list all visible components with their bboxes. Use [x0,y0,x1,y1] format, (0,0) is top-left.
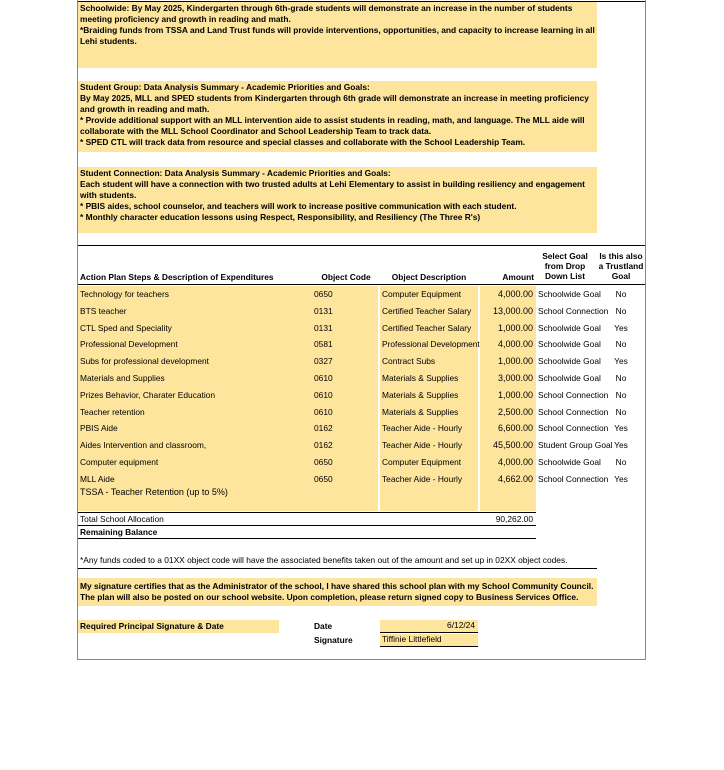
row-goal-select[interactable]: School Connection [538,473,609,484]
row-amount: 3,000.00 [480,370,536,387]
row-amount: 2,500.00 [480,404,536,421]
table-row [0,353,724,370]
table-row [0,454,724,471]
funds-note: *Any funds coded to a 01XX object code will have the associated benefits taken out of the amount and set up in 02XX object codes. [80,555,568,565]
row-object-description: Materials & Supplies [380,387,478,404]
student-group-goal: By May 2025, MLL and SPED students from Kindergarten through 6th grade will demonstrate an increase in meeting proficiency and growth in reading and math. [80,93,589,114]
row-amount: 1,000.00 [480,320,536,337]
row-goal-select[interactable]: Schoolwide Goal [538,289,601,299]
funds-note-underline [78,568,597,569]
total-label: Total School Allocation [80,514,164,524]
row-object-code: 0162 [314,440,333,451]
date-label: Date [314,621,333,631]
row-object-code: 0610 [314,373,333,383]
row-goal-select[interactable]: Schoolwide Goal [538,322,601,333]
signature-value[interactable]: Tiffinie Littlefield [380,634,478,647]
certification-line-2: The plan will also be posted on our school website. Upon completion, please return signed copy to Business Services Office. [80,592,579,602]
row-object-description: Certified Teacher Salary [380,320,478,337]
row-object-description: Contract Subs [380,353,478,370]
tssa-objdesc-cell [380,487,478,511]
row-description: Prizes Behavior, Charater Education [78,387,378,404]
row-trustland: No [615,339,627,350]
remaining-bottom-border [78,538,536,539]
row-description: Professional Development [78,336,378,353]
header-underline [78,284,645,285]
top-border [78,1,645,2]
signature-field-label: Signature [314,635,353,645]
table-row [0,336,724,353]
row-goal-select[interactable]: School Connection [538,406,609,417]
row-object-description: Materials & Supplies [380,404,478,421]
row-amount: 4,662.00 [480,471,536,488]
student-connection-block [78,167,597,233]
table-row [0,420,724,437]
row-description: BTS teacher [78,303,378,320]
total-value: 90,262.00 [495,514,533,524]
table-row [0,387,724,404]
row-trustland: Yes [614,440,628,451]
date-value[interactable]: 6/12/24 [380,620,478,633]
row-goal-select[interactable]: Schoolwide Goal [538,373,601,383]
remaining-balance-label: Remaining Balance [80,527,158,537]
row-amount: 1,000.00 [480,353,536,370]
row-object-code: 0131 [314,322,333,333]
row-goal-select[interactable]: Schoolwide Goal [538,339,601,350]
row-goal-select[interactable]: Schoolwide Goal [538,457,601,467]
row-trustland: Yes [614,423,628,434]
row-object-description: Certified Teacher Salary [380,303,478,320]
row-goal-select[interactable]: School Connection [538,389,609,400]
row-amount: 4,000.00 [480,454,536,471]
table-row [0,320,724,337]
student-group-block [78,81,597,152]
table-row [0,370,724,387]
row-description: Materials and Supplies [78,370,378,387]
row-amount: 1,000.00 [480,387,536,404]
student-group-mll-aide: * Provide additional support with an MLL intervention aide to assist students in reading, math, and language. The MLL aide will collaborate with the MLL School Coordinator and School Leadership Team to track data. [80,115,585,136]
row-amount: 45,500.00 [480,437,536,454]
row-description: Subs for professional development [78,353,378,370]
row-amount: 4,000.00 [480,286,536,303]
row-description: Teacher retention [78,404,378,421]
row-object-code: 0581 [314,339,333,350]
certification-line-1: My signature certifies that as the Administrator of the school, I have shared this school plan with my School Community Council. [80,581,594,591]
row-trustland: No [615,389,627,400]
row-description: PBIS Aide [78,420,378,437]
student-connection-goal: Each student will have a connection with two trusted adults at Lehi Elementary to assist in building resiliency and engagement with students. [80,179,585,200]
row-object-code: 0650 [314,473,333,484]
tssa-row [0,487,724,511]
tssa-label: TSSA - Teacher Retention (up to 5%) [78,487,378,511]
row-object-code: 0131 [314,305,333,316]
row-description: Aides Intervention and classroom, [78,437,378,454]
student-connection-pbis: * PBIS aides, school counselor, and teachers will work to increase positive communication with each student. [80,201,517,211]
header-object-code: Object Code [321,272,371,282]
row-trustland: No [615,289,627,299]
schoolwide-goal-text: Schoolwide: By May 2025, Kindergarten through 6th-grade students will demonstrate an increase in the number of students meeting proficiency and growth in reading and math. [80,3,573,24]
row-amount: 6,600.00 [480,420,536,437]
row-object-code: 0327 [314,356,333,367]
student-connection-monthly: * Monthly character education lessons using Respect, Responsibility, and Resiliency (The Three R's) [80,212,481,222]
header-select-goal: Select Goal from Drop Down List [542,251,588,281]
row-object-code: 0610 [314,389,333,400]
row-object-description: Teacher Aide - Hourly [380,437,478,454]
row-object-description: Materials & Supplies [380,370,478,387]
table-row [0,404,724,421]
student-group-title: Student Group: Data Analysis Summary - Academic Priorities and Goals: [80,82,370,92]
row-trustland: No [615,373,627,383]
row-trustland: No [615,406,627,417]
row-trustland: Yes [614,322,628,333]
header-amount: Amount [502,272,534,282]
total-bottom-border [78,525,536,526]
row-object-description: Professional Development [380,336,478,353]
certification-block [78,578,597,606]
row-goal-select[interactable]: Student Group Goal [538,440,613,451]
row-goal-select[interactable]: Schoolwide Goal [538,356,601,367]
row-object-description: Computer Equipment [380,454,478,471]
row-object-code: 0650 [314,457,333,467]
table-row [0,303,724,320]
row-object-code: 0650 [314,289,333,299]
row-trustland: No [615,305,627,316]
row-goal-select[interactable]: School Connection [538,423,609,434]
table-row [0,437,724,454]
row-description: Computer equipment [78,454,378,471]
row-object-description: Teacher Aide - Hourly [380,420,478,437]
total-top-border [78,512,536,513]
row-description: CTL Sped and Speciality [78,320,378,337]
header-description: Action Plan Steps & Description of Expenditures [80,272,274,282]
header-trustland-goal: Is this also a Trustland Goal [598,251,644,281]
row-trustland: Yes [614,356,628,367]
signature-label: Required Principal Signature & Date [78,620,279,633]
table-row [0,286,724,303]
table-top-border [78,245,645,246]
row-object-description: Computer Equipment [380,286,478,303]
schoolwide-braiding-text: *Braiding funds from TSSA and Land Trust funds will provide interventions, opportunities, and capacity to increase learning in all Lehi students. [80,25,595,46]
row-object-description: Teacher Aide - Hourly [380,471,478,488]
row-goal-select[interactable]: School Connection [538,305,609,316]
tssa-amount-cell [480,487,536,511]
student-connection-title: Student Connection: Data Analysis Summary - Academic Priorities and Goals: [80,168,391,178]
row-amount: 4,000.00 [480,336,536,353]
row-object-code: 0610 [314,406,333,417]
row-object-code: 0162 [314,423,333,434]
row-description: MLL Aide [78,471,378,488]
row-trustland: No [615,457,627,467]
row-trustland: Yes [614,473,628,484]
student-group-sped-ctl: * SPED CTL will track data from resource and special classes and collaborate with the School Leadership Team. [80,137,526,147]
row-description: Technology for teachers [78,286,378,303]
table-row [0,471,724,488]
header-object-description: Object Description [391,272,467,282]
schoolwide-goal-block [78,2,597,68]
row-amount: 13,000.00 [480,303,536,320]
